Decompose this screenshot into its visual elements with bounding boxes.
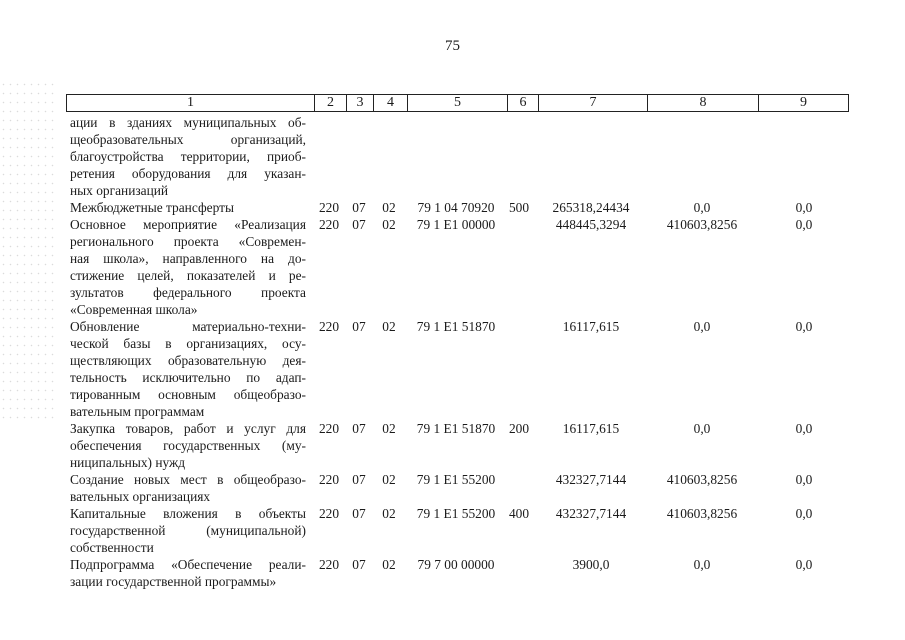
cell-col-6: 400 [508,506,530,521]
description-line: вательным программам [70,404,205,419]
cell-col-4: 02 [382,472,396,487]
description-line: стижение целей, показателей и ре- [70,268,306,283]
header-col-4: 4 [373,95,407,111]
cell-col-7: 432327,7144 [555,472,627,487]
cell-col-9: 0,0 [795,217,813,232]
header-col-3: 3 [346,95,373,111]
description-line: регионального проекта «Современ- [70,234,306,249]
description-line: ных организаций [70,183,169,198]
table-row [66,505,849,556]
cell-col-3: 07 [352,421,366,436]
cell-col-9: 0,0 [795,506,813,521]
cell-col-2: 220 [318,506,340,521]
cell-col-5: 79 1 E1 55200 [416,472,496,487]
header-col-8: 8 [647,95,758,111]
cell-col-7: 3900,0 [572,557,610,572]
cell-col-7: 265318,24434 [552,200,630,215]
cell-col-5: 79 1 E1 51870 [416,319,496,334]
header-col-5: 5 [407,95,507,111]
cell-col-5: 79 1 04 70920 [417,200,495,215]
description-line: ществляющих образовательную дея- [70,353,306,368]
cell-col-3: 07 [352,506,366,521]
cell-col-8: 0,0 [693,421,711,436]
row-description [70,556,306,590]
description-line: тельность исключительно по адап- [70,370,306,385]
description-line: щеобразовательных организаций, [70,132,306,147]
description-line: Закупка товаров, работ и услуг для [70,421,306,436]
row-description [70,420,306,471]
cell-col-6: 200 [508,421,530,436]
cell-col-7: 16117,615 [562,319,620,334]
cell-col-4: 02 [382,557,396,572]
budget-table [66,94,849,614]
description-line: Создание новых мест в общеобразо- [70,472,306,487]
cell-col-5: 79 1 E1 00000 [416,217,496,232]
cell-col-3: 07 [352,217,366,232]
cell-col-9: 0,0 [795,421,813,436]
row-description [70,505,306,556]
description-line: обеспечения государственных (му- [70,438,306,453]
table-row [66,556,849,590]
cell-col-7: 448445,3294 [555,217,627,232]
cell-col-2: 220 [318,319,340,334]
description-line: собственности [70,540,154,555]
cell-col-2: 220 [318,421,340,436]
header-col-1: 1 [187,95,194,110]
description-line: вательных организациях [70,489,211,504]
cell-col-9: 0,0 [795,557,813,572]
table-row [66,199,849,216]
cell-col-2: 220 [318,557,340,572]
cell-col-2: 220 [318,200,340,215]
description-line: зации государственной программы» [70,574,277,589]
header-col-2: 2 [314,95,346,111]
cell-col-5: 79 1 E1 55200 [416,506,496,521]
header-col-6: 6 [507,95,538,111]
cell-col-7: 432327,7144 [555,506,627,521]
cell-col-5: 79 7 00 00000 [417,557,495,572]
cell-col-5: 79 1 E1 51870 [416,421,496,436]
table-row [66,420,849,471]
description-line: Межбюджетные трансферты [70,200,234,215]
table-row [66,318,849,420]
cell-col-4: 02 [382,421,396,436]
header-col-9: 9 [758,95,848,111]
cell-col-3: 07 [352,472,366,487]
description-line: зультатов федерального проекта [70,285,306,300]
cell-col-4: 02 [382,319,396,334]
description-line: Подпрограмма «Обеспечение реали- [70,557,306,572]
page-number: 75 [445,38,460,54]
description-line: благоустройства территории, приоб- [70,149,306,164]
cell-col-7: 16117,615 [562,421,620,436]
cell-col-9: 0,0 [795,472,813,487]
table-header-row [66,94,849,112]
row-description [70,318,306,420]
row-description [70,114,306,199]
description-line: ниципальных) нужд [70,455,186,470]
description-line: ческой базы в организациях, осу- [70,336,306,351]
header-col-7: 7 [538,95,647,111]
cell-col-3: 07 [352,557,366,572]
table-row [66,471,849,505]
description-line: Обновление материально-техни- [70,319,306,334]
description-line: ретения оборудования для указан- [70,166,306,181]
description-line: Основное мероприятие «Реализация [70,217,306,232]
cell-col-8: 410603,8256 [666,506,738,521]
cell-col-4: 02 [382,200,396,215]
row-description [70,471,306,505]
description-line: государственной (муниципальной) [70,523,306,538]
cell-col-8: 0,0 [693,557,711,572]
description-line: Капитальные вложения в объекты [70,506,306,521]
cell-col-8: 410603,8256 [666,472,738,487]
cell-col-4: 02 [382,217,396,232]
table-row [66,216,849,318]
table-row [66,114,849,199]
row-description [70,216,306,318]
cell-col-2: 220 [318,472,340,487]
cell-col-8: 0,0 [693,319,711,334]
description-line: «Современная школа» [70,302,198,317]
description-line: ации в зданиях муниципальных об- [70,115,306,130]
cell-col-8: 0,0 [693,200,711,215]
cell-col-9: 0,0 [795,319,813,334]
cell-col-2: 220 [318,217,340,232]
scan-noise [0,80,58,420]
cell-col-9: 0,0 [795,200,813,215]
cell-col-4: 02 [382,506,396,521]
cell-col-6: 500 [508,200,530,215]
row-description [70,199,306,216]
description-line: тированным основным общеобразо- [70,387,306,402]
cell-col-3: 07 [352,319,366,334]
description-line: ная школа», направленного на до- [70,251,306,266]
cell-col-3: 07 [352,200,366,215]
cell-col-8: 410603,8256 [666,217,738,232]
